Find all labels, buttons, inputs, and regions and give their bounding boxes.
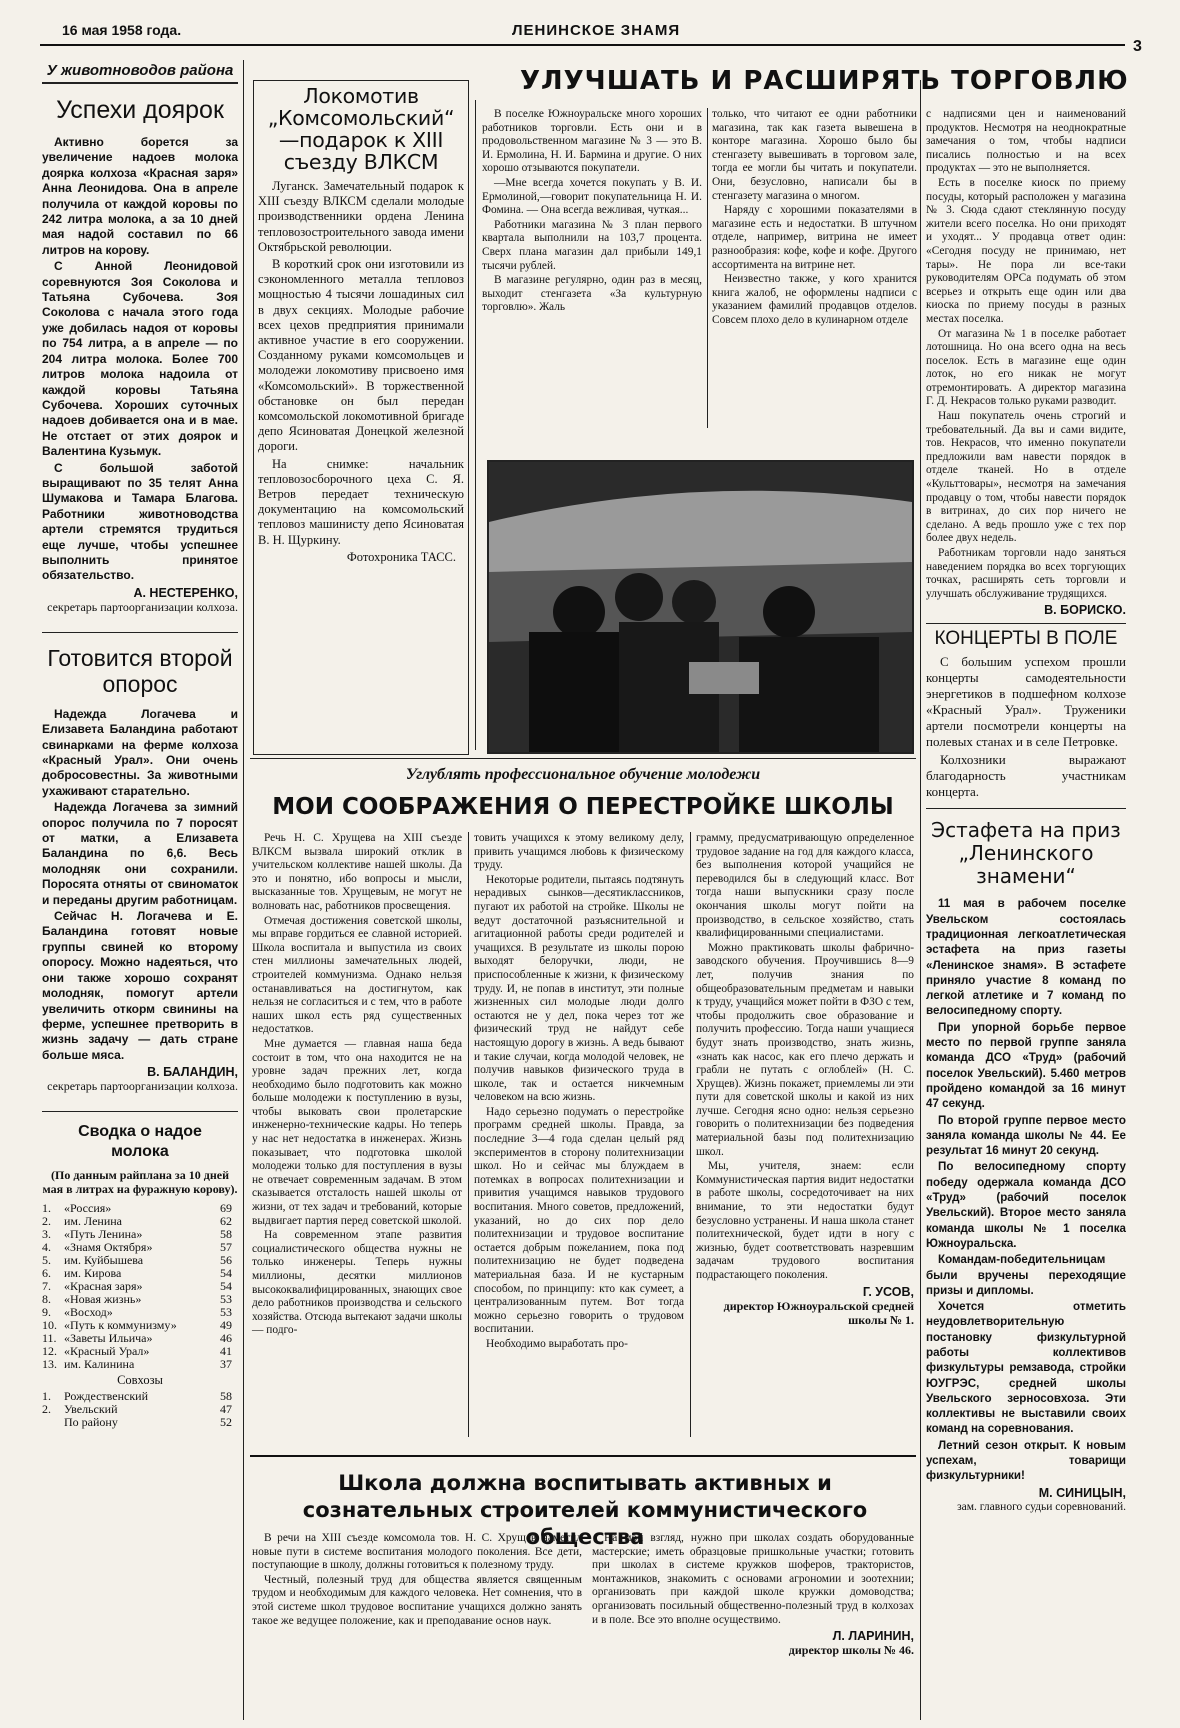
para: От магазина № 1 в поселке работает лотошница. Но она всего одна на весь поселок. Есть в магазине еще один лоток, но его никак не могут отремонтировать. А директор магазина Г. Д. Некрасов только руками разводит. xyxy=(926,327,1126,408)
row-number: 6. xyxy=(42,1266,51,1281)
school-headline: МОИ СООБРАЖЕНИЯ О ПЕРЕСТРОЙКЕ ШКОЛЫ xyxy=(272,794,894,820)
farm-name: «Красная заря» xyxy=(64,1279,143,1294)
milk-yield-table xyxy=(42,1202,232,1371)
para: Неизвестно также, у кого хранится книга жалоб, не оформлены надписи с указанием фамилий продавцов отделов. Совсем плохо дело в кулинарном отделе xyxy=(712,273,917,326)
svodka-title: Сводка о надое молока xyxy=(78,1123,202,1161)
para: товить учащихся к этому великому делу, привить учащимся любовь к физическому труду. xyxy=(474,832,684,872)
para: Надежда Логачева за зимний опорос получила по 7 поросят от матки, а Елизавета Баландина по 6,6. Весь молодняк они сохранили. Поросята отняты от свиноматок и переданы другим работницам. xyxy=(42,800,238,907)
para: Сейчас Н. Логачева и Е. Баландина готовят новые группы свиней ко второму опоросу. Можно надеяться, что они также хорошо сохранят молодняк, помогут артели увеличить откорм свинины на ферме, успешнее претворить в жизнь задачу — дать стране больше мяса. xyxy=(42,909,238,1062)
rule-trade-a xyxy=(707,108,708,428)
signature-role: секретарь партоорганизации колхоза. xyxy=(47,599,238,614)
para: Можно практиковать школы фабрично-заводского обучения. Проучившись 8—9 лет, получив знания по общеобразовательным предметам и навыки к труду, учащийся может пойти в ФЗО с тем, чтобы продолжить свое образование и получить профессию. Тогда наши учащиеся будут знать производство, знать жизнь, «знать как насос, как его плечо держать и грабли не путать с оглоблей» (Н. С. Хрущев). Жизнь покажет, приемлемы ли эти пути для советской школы и какой из них лучше. Сегодня ясно одно: нельзя серьезно говорить о политехнизации без подведения материальной базы под политехнизацию школ. xyxy=(696,941,914,1158)
farm-name: «Путь к коммунизму» xyxy=(64,1318,177,1333)
trade-col-c xyxy=(926,108,1126,1514)
row-number xyxy=(42,1416,64,1429)
yield-value: 56 xyxy=(220,1253,232,1268)
para: По второй группе первое место заняла команда школы № 44. Ее результат 16 минут 20 секунд. xyxy=(926,1113,1126,1158)
trade-col-b xyxy=(712,108,917,329)
para: Работникам торговли надо заняться наведением порядка во всех торгующих точках, расширять сеть торговли и улучшать обслуживание трудящихся. xyxy=(926,547,1126,600)
active-col-a xyxy=(252,1532,582,1629)
farm-name: им. Ленина xyxy=(64,1214,122,1229)
locomotive-article xyxy=(253,80,469,755)
yield-value: 49 xyxy=(220,1318,232,1333)
signature: Л. ЛАРИНИН, xyxy=(832,1629,914,1644)
para: С большим успехом прошли концерты самодеятельности энергетиков в подшефном колхозе «Красный Урал». Труженики артели посмотрели концерты на полевых станах и в селе Петровке. xyxy=(926,654,1126,750)
para: только, что читают ее одни работники магазина, так как газета вывешена в конторе магазина. Хорошо было бы стенгазету вывешивать в торговом зале, тогда ее могли бы читать и покупатели. Они, безусловно, написали бы в стенгазету магазина о многом. xyxy=(712,108,917,202)
para: —Мне всегда хочется покупать у В. И. Ермолиной,—говорит покупательница Н. И. Фомина. — Она всегда вежливая, чуткая... xyxy=(482,176,702,217)
photo-credit: Фотохроника ТАСС. xyxy=(346,549,456,564)
para: На мой взгляд, нужно при школах создать оборудованные мастерские; иметь образцовые пришкольные участки; готовить при школах в системе кружков шоферов, трактористов, монтажников, знакомить с основами агрономии и зоотехнии; организовать при каждой школе кружки домоводства; организовать посильный общественно-полезный труд в колхозах и в поле. Все это вполне осуществимо. xyxy=(592,1532,914,1626)
locomotive-photo xyxy=(487,460,914,754)
para: Надо серьезно подумать о перестройке программ средней школы. Правда, за последние 3—4 года сделан целый ряд экспериментов в сторону политехнизации школ. Но и сейчас мы блуждаем в потемках в вопросах политехнизации и привития учащимся навыков трудового воспитания. Много советов, предложений, указаний, но до сих пор дело политехнизации и трудовое воспитание остается добрым пожеланием, пока под политехнизацию не будет подведена материальная база. И не кустарным способом, по принципу: кто как сумеет, а централизованным путем. Вот тогда можно серьезно говорить о трудовом воспитании. xyxy=(474,1105,684,1336)
para: Отмечая достижения советской школы, мы вправе гордиться ее славной историей. Школа воспитала и выпустила из своих стен миллионы замечательных людей, строителей коммунизма. Однако нельзя останавливаться на достигнутом, как нельзя не согласиться и с тем, что в работе наших школ есть ряд существенных недостатков. xyxy=(252,914,462,1036)
school-col-a xyxy=(252,832,462,1339)
row-number: 8. xyxy=(42,1292,51,1307)
para: Работники магазина № 3 план первого квартала выполнили на 103,7 процента. Сверх плана магазин дал прибыли 149,1 тысячи рублей. xyxy=(482,218,702,272)
relay-title: Эстафета на приз „Ленинского знамени“ xyxy=(931,818,1121,889)
farm-name: «Восход» xyxy=(64,1305,113,1320)
article-title-farrowing: Готовится второй опорос xyxy=(47,644,233,697)
photo-illustration xyxy=(489,462,912,752)
masthead-rule xyxy=(40,44,1125,46)
row-number: 4. xyxy=(42,1240,51,1255)
yield-value: 69 xyxy=(220,1201,232,1216)
row-number: 13. xyxy=(42,1357,57,1372)
divider xyxy=(250,758,916,759)
para: Хочется отметить неудовлетворительную постановку физкультурной работы коллективов физкультуры ремзавода, стройки ЮУГРЭС, средней школы Увельского зерносовхоза. Эти коллективы не выставили своих команд на соревнования. xyxy=(926,1300,1126,1436)
para: По велосипедному спорту победу одержала команда ДСО «Труд» (рабочий поселок Увельский). Второе место заняла команда школы № 1 поселка Южноуральска. xyxy=(926,1160,1126,1250)
row-number: 2. xyxy=(42,1214,51,1229)
signature: А. НЕСТЕРЕНКО, xyxy=(133,585,238,600)
para: Некоторые родители, пытаясь подтянуть нерадивых сынков—десятиклассников, пугают их работой на стройке. Школы не ведут достаточной разъяснительной и агитационной работы среди родителей и учащихся. В результате из школы порою выходят белоручки, люди, не приспособленные к жизни, к физическому труду. И, не попав в институт, эти полные жизненных сил молодые люди долго остаются не у дел, пока через тот же физический труд не найдут себе настоящую дорогу в жизнь. А ведь бывают и такие случаи, когда молодой человек, не получив навыков физического труда в школе, так и остается никчемным человеком на всю жизнь. xyxy=(474,873,684,1104)
para: Надежда Логачева и Елизавета Баландина работают свинарками на ферме колхоза «Красный Урал». Они очень добросовестны. За животными ухаживают старательно. xyxy=(42,706,238,798)
para: Честный, полезный труд для общества является священным трудом и необходимым для каждого человека. Нет сомнения, что в этой системе школ трудовое воспитание учащихся должно занять такое же ведущее положение, как и преподавание основ наук. xyxy=(252,1573,582,1627)
para: На современном этапе развития социалистического общества нужны не только инженеры. Теперь нужны миллионы, десятки миллионов высококвалифицированных, знающих свое дело работников производства и сельского хозяйства. Отсюда вытекают задачи школы — подго- xyxy=(252,1229,462,1337)
farm-name: им. Кирова xyxy=(64,1266,122,1281)
para: С большой заботой выращивают по 35 телят Анна Шумакова и Тамара Благова. Работники животноводства артели стремятся трудиться еще лучше, чтобы успешнее выполнить принятое обязательство. xyxy=(42,460,238,583)
sovkhozy-table xyxy=(42,1390,232,1429)
farm-name: «Заветы Ильича» xyxy=(64,1331,153,1346)
school-rubric: Углублять профессиональное обучение молодежи xyxy=(405,766,761,783)
row-number: 12. xyxy=(42,1344,57,1359)
para: Мне думается — главная наша беда состоит в том, что она находится не на уровне задач прежних лет, когда необходимо было подготовить как можно больше молодежи к поступлению в вузы, чтобы выковать свои пролетарские инженерно-технические кадры. Но теперь у нас нет недостатка в инженерах. Жизнь показывает, что подготовка школой молодежи только для поступления в вузы не отвечает современным задачам. В этом сказывается отсталость нашей школы от жизни, от тех задач и требований, которые выдвигает партия перед советской школой. xyxy=(252,1037,462,1227)
farm-name: им. Куйбышева xyxy=(64,1253,144,1268)
yield-value: 37 xyxy=(220,1357,232,1372)
row-number: 7. xyxy=(42,1279,51,1294)
farm-name: Увельский xyxy=(64,1402,118,1417)
para: При упорной борьбе первое место по первой группе заняла команда ДСО «Труд» (рабочий поселок Увельский). 5.460 метров пройдено командой за 16 минут 47 секунд. xyxy=(926,1020,1126,1111)
row-number: 2. xyxy=(42,1402,51,1417)
rule-col1 xyxy=(243,60,244,1720)
farm-name: «Россия» xyxy=(64,1201,112,1216)
photo-caption: На снимке: начальник тепловозосборочного цеха С. Я. Ветров передает техническую документацию на комсомольский тепловоз машинисту депо Ясиноватая В. Н. Щуркину. xyxy=(258,456,464,547)
farm-name: Рождественский xyxy=(64,1389,149,1404)
para: Луганск. Замечательный подарок к XIII съезду ВЛКСМ сделали молодые производственники ордена Ленина тепловозостроительного завода имени Октябрьской революции. xyxy=(258,179,464,254)
row-number: 3. xyxy=(42,1227,51,1242)
divider xyxy=(926,623,1126,624)
farm-name: «Новая жизнь» xyxy=(64,1292,142,1307)
row-number: 1. xyxy=(42,1389,51,1404)
farm-name: «Путь Ленина» xyxy=(64,1227,143,1242)
newspaper-name: ЛЕНИНСКОЕ ЗНАМЯ xyxy=(512,22,681,39)
signature: В. БОРИСКО. xyxy=(1044,603,1126,618)
signature-role: директор Южноуральской средней школы № 1. xyxy=(723,1298,914,1327)
row-number: 10. xyxy=(42,1318,57,1333)
school-col-b xyxy=(474,832,684,1353)
livestock-column xyxy=(42,62,238,1429)
row-number: 11. xyxy=(42,1331,57,1346)
rule-col5 xyxy=(920,80,921,1720)
rule-school-a xyxy=(468,832,469,1437)
yield-value: 54 xyxy=(220,1279,232,1294)
yield-value: 46 xyxy=(220,1331,232,1346)
yield-value: 52 xyxy=(220,1415,232,1430)
para: Активно борется за увеличение надоев молока доярка колхоза «Красная заря» Анна Леонидова. Она в апреле получила от каждой коровы по 242 литра молока, а за 10 дней мая надой составил по 66 литров на корову. xyxy=(42,135,238,257)
para: С Анной Леонидовой соревнуются Зоя Соколова и Татьяна Субочева. Зоя Соколова с начала этого года уже добилась надоя от коровы по 754 литра, а в апреле — по 204 литра молока. Более 700 литров молока надоила от каждой коровы Татьяна Субочева. Хороших суточных надоев добивается она и в мае. Не отстает от этих доярок и Валентина Кузьмук. xyxy=(42,259,238,459)
signature-role: секретарь партоорганизации колхоза. xyxy=(47,1079,238,1094)
page-number: 3 xyxy=(1133,38,1142,55)
para: 11 мая в рабочем поселке Увельском состоялась традиционная легкоатлетическая эстафета на приз газеты «Ленинское знамя». В эстафете приняло участие 8 команд по легкой атлетике и 7 команд по велосипедному спорту. xyxy=(926,897,1126,1018)
yield-value: 58 xyxy=(220,1389,232,1404)
yield-value: 62 xyxy=(220,1214,232,1229)
signature: Г. УСОВ, xyxy=(862,1284,914,1299)
locomotive-title: Локомотив „Комсомольский“ —подарок к XIII съезду ВЛКСМ xyxy=(267,84,455,174)
divider xyxy=(250,1455,916,1457)
para: Командам-победительницам были вручены переходящие призы и дипломы. xyxy=(926,1253,1126,1297)
para: Необходимо выработать про- xyxy=(486,1337,628,1350)
signature-role: зам. главного судьи соревнований. xyxy=(957,1500,1126,1513)
para: Летний сезон открыт. К новым успехам, товарищи физкультурники! xyxy=(926,1438,1126,1483)
yield-value: 54 xyxy=(220,1266,232,1281)
para: Наряду с хорошими показателями в магазине есть и недостатки. В штучном отделе, например, витрина не имеет разнообразия: кофе, кофе и кофе. Другого ассортимента на витрине нет. xyxy=(712,204,917,271)
concerts-title: КОНЦЕРТЫ В ПОЛЕ xyxy=(934,628,1118,650)
rule-school-b xyxy=(690,832,691,1437)
yield-value: 53 xyxy=(220,1292,232,1307)
row-number: 9. xyxy=(42,1305,51,1320)
para: Мы, учителя, знаем: если Коммунистическая партия видит недостатки в работе школы, сосредоточивает на них внимание, то эти недостатки будут безусловно устранены. И наша школа станет политехнической, будет идти в ногу с жизнью, будет соответствовать назревшим задачам трудового воспитания подрастающего поколения. xyxy=(696,1160,914,1281)
trade-headline: УЛУЧШАТЬ И РАСШИРЯТЬ ТОРГОВЛЮ xyxy=(520,66,1129,96)
article-title-dairymaids: Успехи доярок xyxy=(56,96,224,124)
table-row xyxy=(42,1416,232,1429)
divider xyxy=(42,632,238,633)
divider xyxy=(926,808,1126,809)
para: Есть в поселке киоск по приему посуды, который расположен у магазина № 3. Сюда сдают стеклянную посуду жители всего поселка. Но они приходят и уходят... У продавца ответ один: «Сегодня посуду не принимаю, нет тары». Не пора ли все-таки руководителям ОРСа подумать об этом всерьез и открыть еще один или два киоска по приему посуды в разных местах поселка. xyxy=(926,176,1126,325)
para: Колхозники выражают благодарность участникам концерта. xyxy=(926,752,1126,800)
yield-value: 57 xyxy=(220,1240,232,1255)
yield-value: 58 xyxy=(220,1227,232,1242)
sovkhozy-label: Совхозы xyxy=(117,1373,163,1388)
active-headline: Школа должна воспитывать активных и сознательных строителей коммунистического общества xyxy=(302,1471,868,1549)
para: В речи на XIII съезде комсомола тов. Н. С. Хрущев наметил новые пути в системе воспитания молодого поколения. Все дети, поступающие в школу, должны готовиться к полезному труду. xyxy=(252,1532,582,1572)
para: В поселке Южноуральске много хороших работников торговли. Есть они и в продовольственном магазине № 3 — это В. И. Ермолина, Н. И. Бармина и другие. О них хорошо отзываются покупатели. xyxy=(482,108,702,175)
rule-col2 xyxy=(475,100,476,750)
yield-value: 53 xyxy=(220,1305,232,1320)
row-number: 1. xyxy=(42,1201,51,1216)
para: Речь Н. С. Хрущева на XIII съезде ВЛКСМ вызвала широкий отклик в учительском коллективе нашей школы. Да это и понятно, ибо вопросы и мысли, высказанные тов. Хрущевым, не могут не волновать нас, работников просвещения. xyxy=(252,832,462,912)
farm-name: По району xyxy=(64,1415,118,1430)
para: В короткий срок они изготовили из сэкономленного металла тепловоз мощностью 4 тысячи лошадиных сил в двух секциях. Молодые рабочие всех цехов предприятия принимали активное участие в его сооружении. Созданному руками комсомольцев и молодежи локомотиву присвоено имя «Комсомольский». В торжественной обстановке он был передан комсомольской локомотивной бригаде депо Ясиноватая Донецкой железной дороги. xyxy=(258,257,464,454)
signature-role: директор школы № 46. xyxy=(788,1643,914,1658)
farm-name: «Красный Урал» xyxy=(64,1344,150,1359)
signature: В. БАЛАНДИН, xyxy=(147,1065,238,1080)
trade-col-a xyxy=(482,108,702,316)
signature: М. СИНИЦЫН, xyxy=(1038,1485,1126,1500)
farm-name: «Знамя Октября» xyxy=(64,1240,153,1255)
farm-name: им. Калинина xyxy=(64,1357,135,1372)
issue-date: 16 мая 1958 года. xyxy=(62,22,182,38)
row-number: 5. xyxy=(42,1253,51,1268)
para: В магазине регулярно, один раз в месяц, выходит стенгазета «За культурную торговлю». Жаль xyxy=(482,274,702,314)
yield-value: 47 xyxy=(220,1402,232,1417)
para: грамму, предусматривающую определенное трудовое задание на год для каждого класса, без выполнения которой учащийся не переводился бы в следующий класс. Вот тогда наши выпускники сразу после окончания школы могут пойти на производство, в сельское хозяйство, стать квалифицированными специалистами. xyxy=(696,832,914,940)
divider xyxy=(42,1111,238,1112)
school-col-c xyxy=(696,832,914,1327)
para: Наш покупатель очень строгий и требовательный. Да вы и сами видите, тов. Некрасов, что именно покупатели предложили вам навести порядок в отделе тканей. Но в отделе «Культтовары», несмотря на замечания продавцу о том, чтобы навести порядок в витринах, до сих пор ничего не сделано. А ведь прошло уже с тех пор более двух недель. xyxy=(926,410,1126,545)
para: с надписями цен и наименований продуктов. Несмотря на неоднократные замечания о том, чтобы надписи писались полностью и на всех продуктах — это не выполняется. xyxy=(926,108,1126,175)
svodka-note: (По данным райплана за 10 дней мая в литрах на фуражную корову). xyxy=(42,1168,238,1197)
active-col-b xyxy=(592,1532,914,1657)
rubric: У животноводов района xyxy=(42,62,238,84)
yield-value: 41 xyxy=(220,1344,232,1359)
table-row xyxy=(42,1358,232,1371)
